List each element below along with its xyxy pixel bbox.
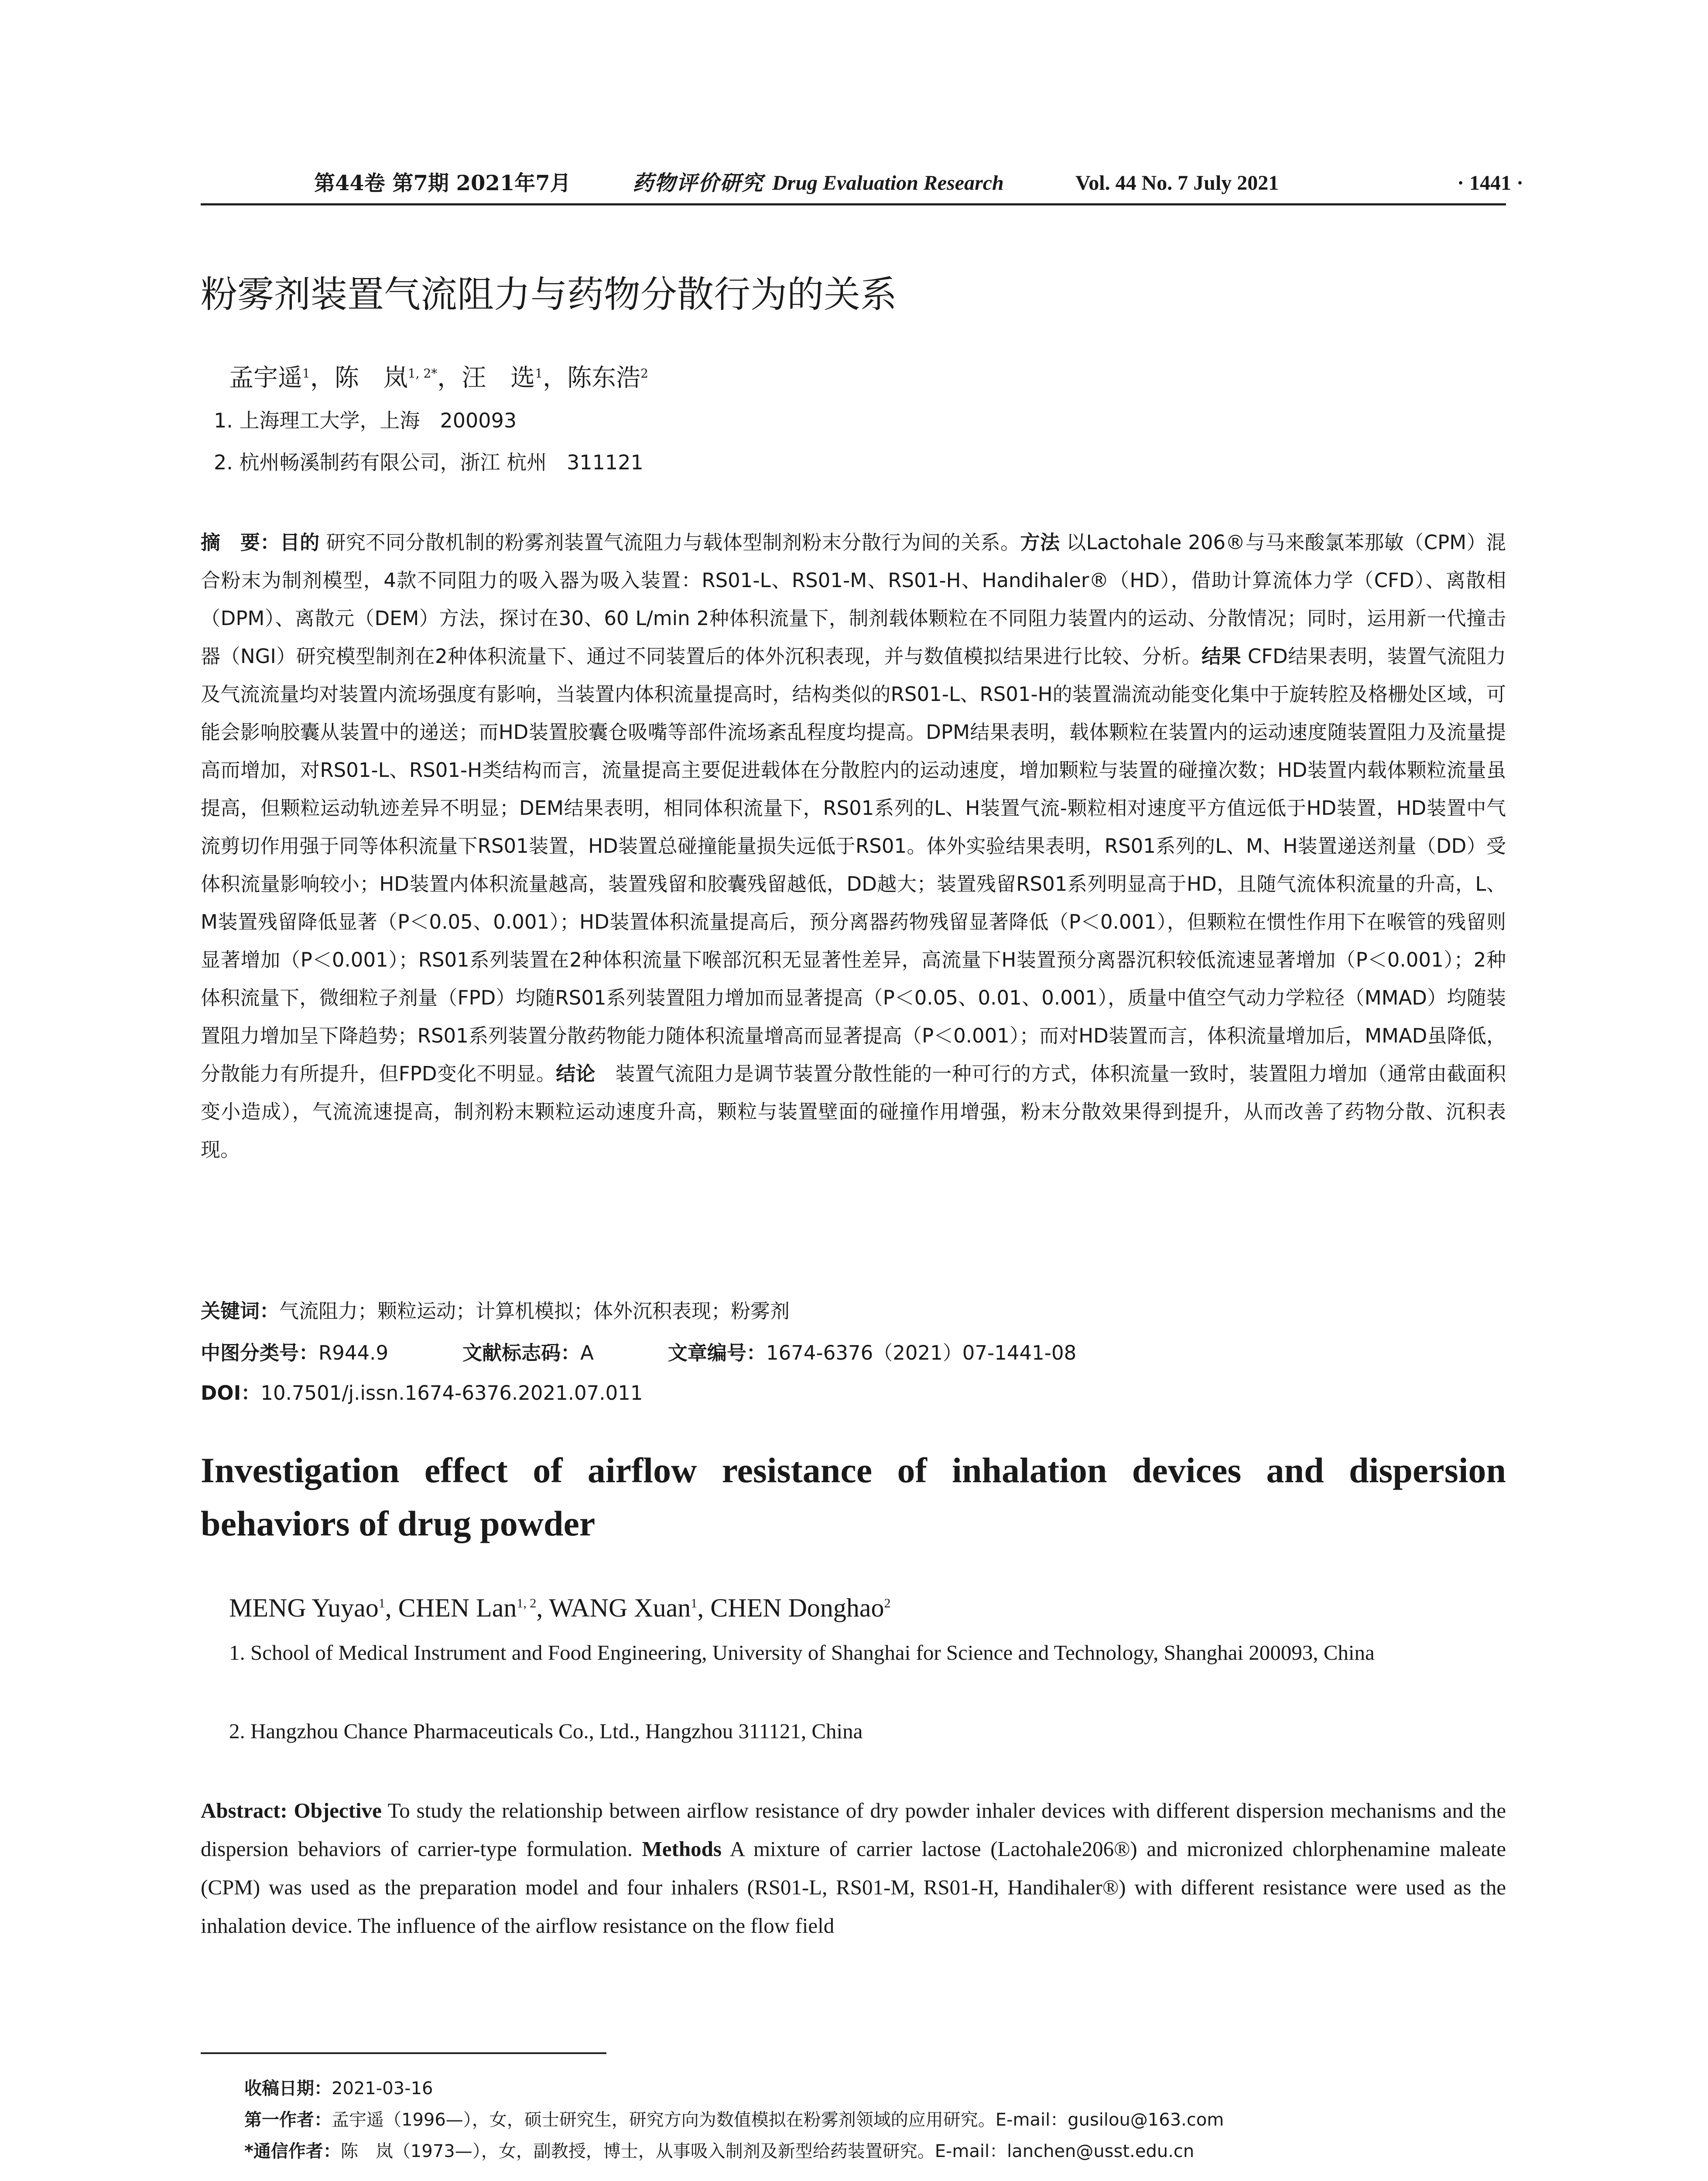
keywords-text: 气流阻力；颗粒运动；计算机模拟；体外沉积表现；粉雾剂 [279,1299,790,1323]
header-journal-name-en: Drug Evaluation Research [772,171,1004,195]
objective-label: Objective [294,1798,382,1822]
methods-text: 以Lactohale 206®与马来酸氯苯那敏（CPM）混合粉末为制剂模型，4款不同阻力的吸入器为吸入装置：RS01-L、RS01-M、RS01-H、Handihaler®（HD），借助计算流体力学（CFD）、离散相（DPM）、离散元（DEM）方法，探讨在30、60 L/min 2种体积流量下，制剂载体颗粒在不同阻力装置内的运动、分散情况；同时，运用新一代撞击器（NGI）研究模型制剂在2种体积流量下、通过不同装置后的体外沉积表现，并与数值模拟结果进行比较、分析。 [201,531,1506,668]
abstract-en [201,1791,1506,1945]
footnote-corresponding-author [244,2139,1194,2164]
received-date: 2021-03-16 [332,2078,433,2099]
first-author-info: 孟宇遥（1996—），女，硕士研究生，研究方向为数值模拟在粉雾剂领域的应用研究。E-mail：gusilou@163.com [332,2110,1224,2130]
corresponding-author-label: *通信作者： [244,2141,341,2161]
author-affiliation-mark: 2 [884,1596,891,1610]
journal-logo: 药物评价研究 [633,171,764,195]
footnote-rule [201,2052,606,2054]
author-list-cn [229,363,648,393]
abstract-cn [201,523,1506,1169]
clc-value: R944.9 [318,1341,389,1364]
footnote-received [244,2076,433,2101]
keywords-label: 关键词： [201,1299,280,1323]
author-separator: , [697,1593,711,1622]
affiliation-cn: 1. 上海理工大学，上海 200093 [214,409,517,432]
author-affiliation-mark: 1 [302,366,310,381]
first-author-label: 第一作者： [244,2110,332,2130]
conclusion-text: 装置气流阻力是调节装置分散性能的一种可行的方式，体积流量一致时，装置阻力增加（通常由截面积变小造成），气流流速提高，制剂粉末颗粒运动速度升高，颗粒与装置壁面的碰撞作用增强，粉末分散效果得到提升，从而改善了药物分散、沉积表现。 [201,1062,1506,1161]
results-label: 结果 [1201,645,1242,668]
author-affiliation-mark: 1 [691,1596,698,1610]
author-affiliation-mark: 1, 2 [517,1596,537,1610]
author-list-en [229,1592,891,1624]
objective-label: 目的 [280,531,320,554]
objective-text: To study the relationship between airflow resistance of dry powder inhaler devices with different dispersion mechanisms and the dispersion behaviors of carrier-type formulation. [201,1798,1506,1861]
article-number-value: 1674-6376（2021）07-1441-08 [766,1341,1077,1364]
article-title-cn: 粉雾剂装置气流阻力与药物分散行为的关系 [201,273,897,316]
doi-line [201,1378,643,1409]
header-volume-en: Vol. 44 No. 7 July 2021 [1075,171,1279,195]
author-affiliation-mark: 1 [378,1596,385,1610]
doc-code-label: 文献标志码： [462,1341,581,1364]
doc-code-value: A [580,1341,594,1364]
article-title-en: Investigation effect of airflow resistance of inhalation devices and dispersion behaviors of drug powder [201,1450,1506,1543]
author-separator: ， [437,364,462,392]
author-name: 陈 岚 [334,364,408,392]
affiliation-cn: 2. 杭州畅溪制药有限公司，浙江 杭州 311121 [214,451,643,474]
author-name: 孟宇遥 [229,364,302,392]
methods-text: A mixture of carrier lactose (Lactohale206®) and micronized chlorphenamine maleate (CPM) was used as the preparation model and four inhalers (RS01-L, RS01-M, RS01-H, Handihaler®) with different resistance were used as the inhalation device. The influence of the airflow resistance on the flow field [201,1837,1506,1938]
author-affiliation-mark: 1 [535,366,543,381]
author-name: CHEN Donghao [710,1593,884,1622]
author-name: WANG Xuan [549,1593,691,1622]
author-name: 汪 选 [462,364,535,392]
header-page-number: · 1441 · [1457,171,1524,195]
author-affiliation-mark: 1, 2* [407,366,438,381]
results-text: CFD结果表明，装置气流阻力及气流流量均对装置内流场强度有影响，当装置内体积流量提高时，结构类似的RS01-L、RS01-H的装置湍流动能变化集中于旋转腔及格栅处区域，可能会影响胶囊从装置中的递送；而HD装置胶囊仓吸嘴等部件流场紊乱程度均提高。DPM结果表明，载体颗粒在装置内的运动速度随装置阻力及流量提高而增加，对RS01-L、RS01-H类结构而言，流量提高主要促进载体在分散腔内的运动速度，增加颗粒与装置的碰撞次数；HD装置内载体颗粒流量虽提高，但颗粒运动轨迹差异不明显；DEM结果表明，相同体积流量下，RS01系列的L、H装置气流-颗粒相对速度平方值远低于HD装置，HD装置中气流剪切作用强于同等体积流量下RS01装置，HD装置总碰撞能量损失远低于RS01。体外实验结果表明，RS01系列的L、M、H装置递送剂量（DD）受体积流量影响较小；HD装置内体积流量越高，装置残留和胶囊残留越低，DD越大；装置残留RS01系列明显高于HD，且随气流体积流量的升高，L、M装置残留降低显著（P＜0.05、0.001）；HD装置体积流量提高后，预分离器药物残留显著降低（P＜0.001），但颗粒在惯性作用下在喉管的残留则显著增加（P＜0.001）；RS01系列装置在2种体积流量下喉部沉积无显著性差异，高流量下H装置预分离器沉积较低流速显著增加（P＜0.001）；2种体积流量下，微细粒子剂量（FPD）均随RS01系列装置阻力增加而显著提高（P＜0.05、0.01、0.001），质量中值空气动力学粒径（MMAD）均随装置阻力增加呈下降趋势；RS01系列装置分散药物能力随体积流量增高而显著提高（P＜0.001）；而对HD装置而言，体积流量增加后，MMAD虽降低，分散能力有所提升，但FPD变化不明显。 [201,645,1506,1085]
author-name: 陈东浩 [567,364,641,392]
author-affiliation-mark: 2 [640,366,648,381]
abstract-label: 摘 要： [201,531,280,554]
article-number-label: 文章编号： [667,1341,766,1364]
conclusion-label: 结论 [556,1062,596,1085]
methods-label: Methods [642,1837,722,1861]
author-separator: ， [543,364,568,392]
footnote-first-author [244,2108,1224,2132]
doi-label: DOI： [201,1381,261,1405]
author-separator: , [385,1593,398,1622]
classification-line [201,1337,1076,1369]
header-rule [201,203,1506,205]
affiliation-en: 2. Hangzhou Chance Pharmaceuticals Co., Ltd., Hangzhou 311121, China [229,1719,863,1743]
author-separator: , [536,1593,549,1622]
received-label: 收稿日期： [244,2078,332,2099]
affiliation-en: 1. School of Medical Instrument and Food Engineering, University of Shanghai for Science and Technology, Shanghai 200093, China [229,1641,1375,1665]
author-name: CHEN Lan [398,1593,517,1622]
doi-value: 10.7501/j.issn.1674-6376.2021.07.011 [260,1381,643,1405]
methods-label: 方法 [1020,531,1060,554]
corresponding-author-info: 陈 岚（1973—），女，副教授，博士，从事吸入制剂及新型给药装置研究。E-mail：lanchen@usst.edu.cn [340,2141,1195,2161]
author-name: MENG Yuyao [229,1593,379,1622]
abstract-label: Abstract: [201,1798,294,1822]
objective-text: 研究不同分散机制的粉雾剂装置气流阻力与载体型制剂粉末分散行为间的关系。 [319,531,1020,554]
author-separator: ， [310,364,335,392]
keywords-cn [201,1296,790,1327]
header-journal-issue-cn: 第44卷 第7期 2021年7月 [314,171,571,195]
clc-label: 中图分类号： [201,1341,319,1364]
